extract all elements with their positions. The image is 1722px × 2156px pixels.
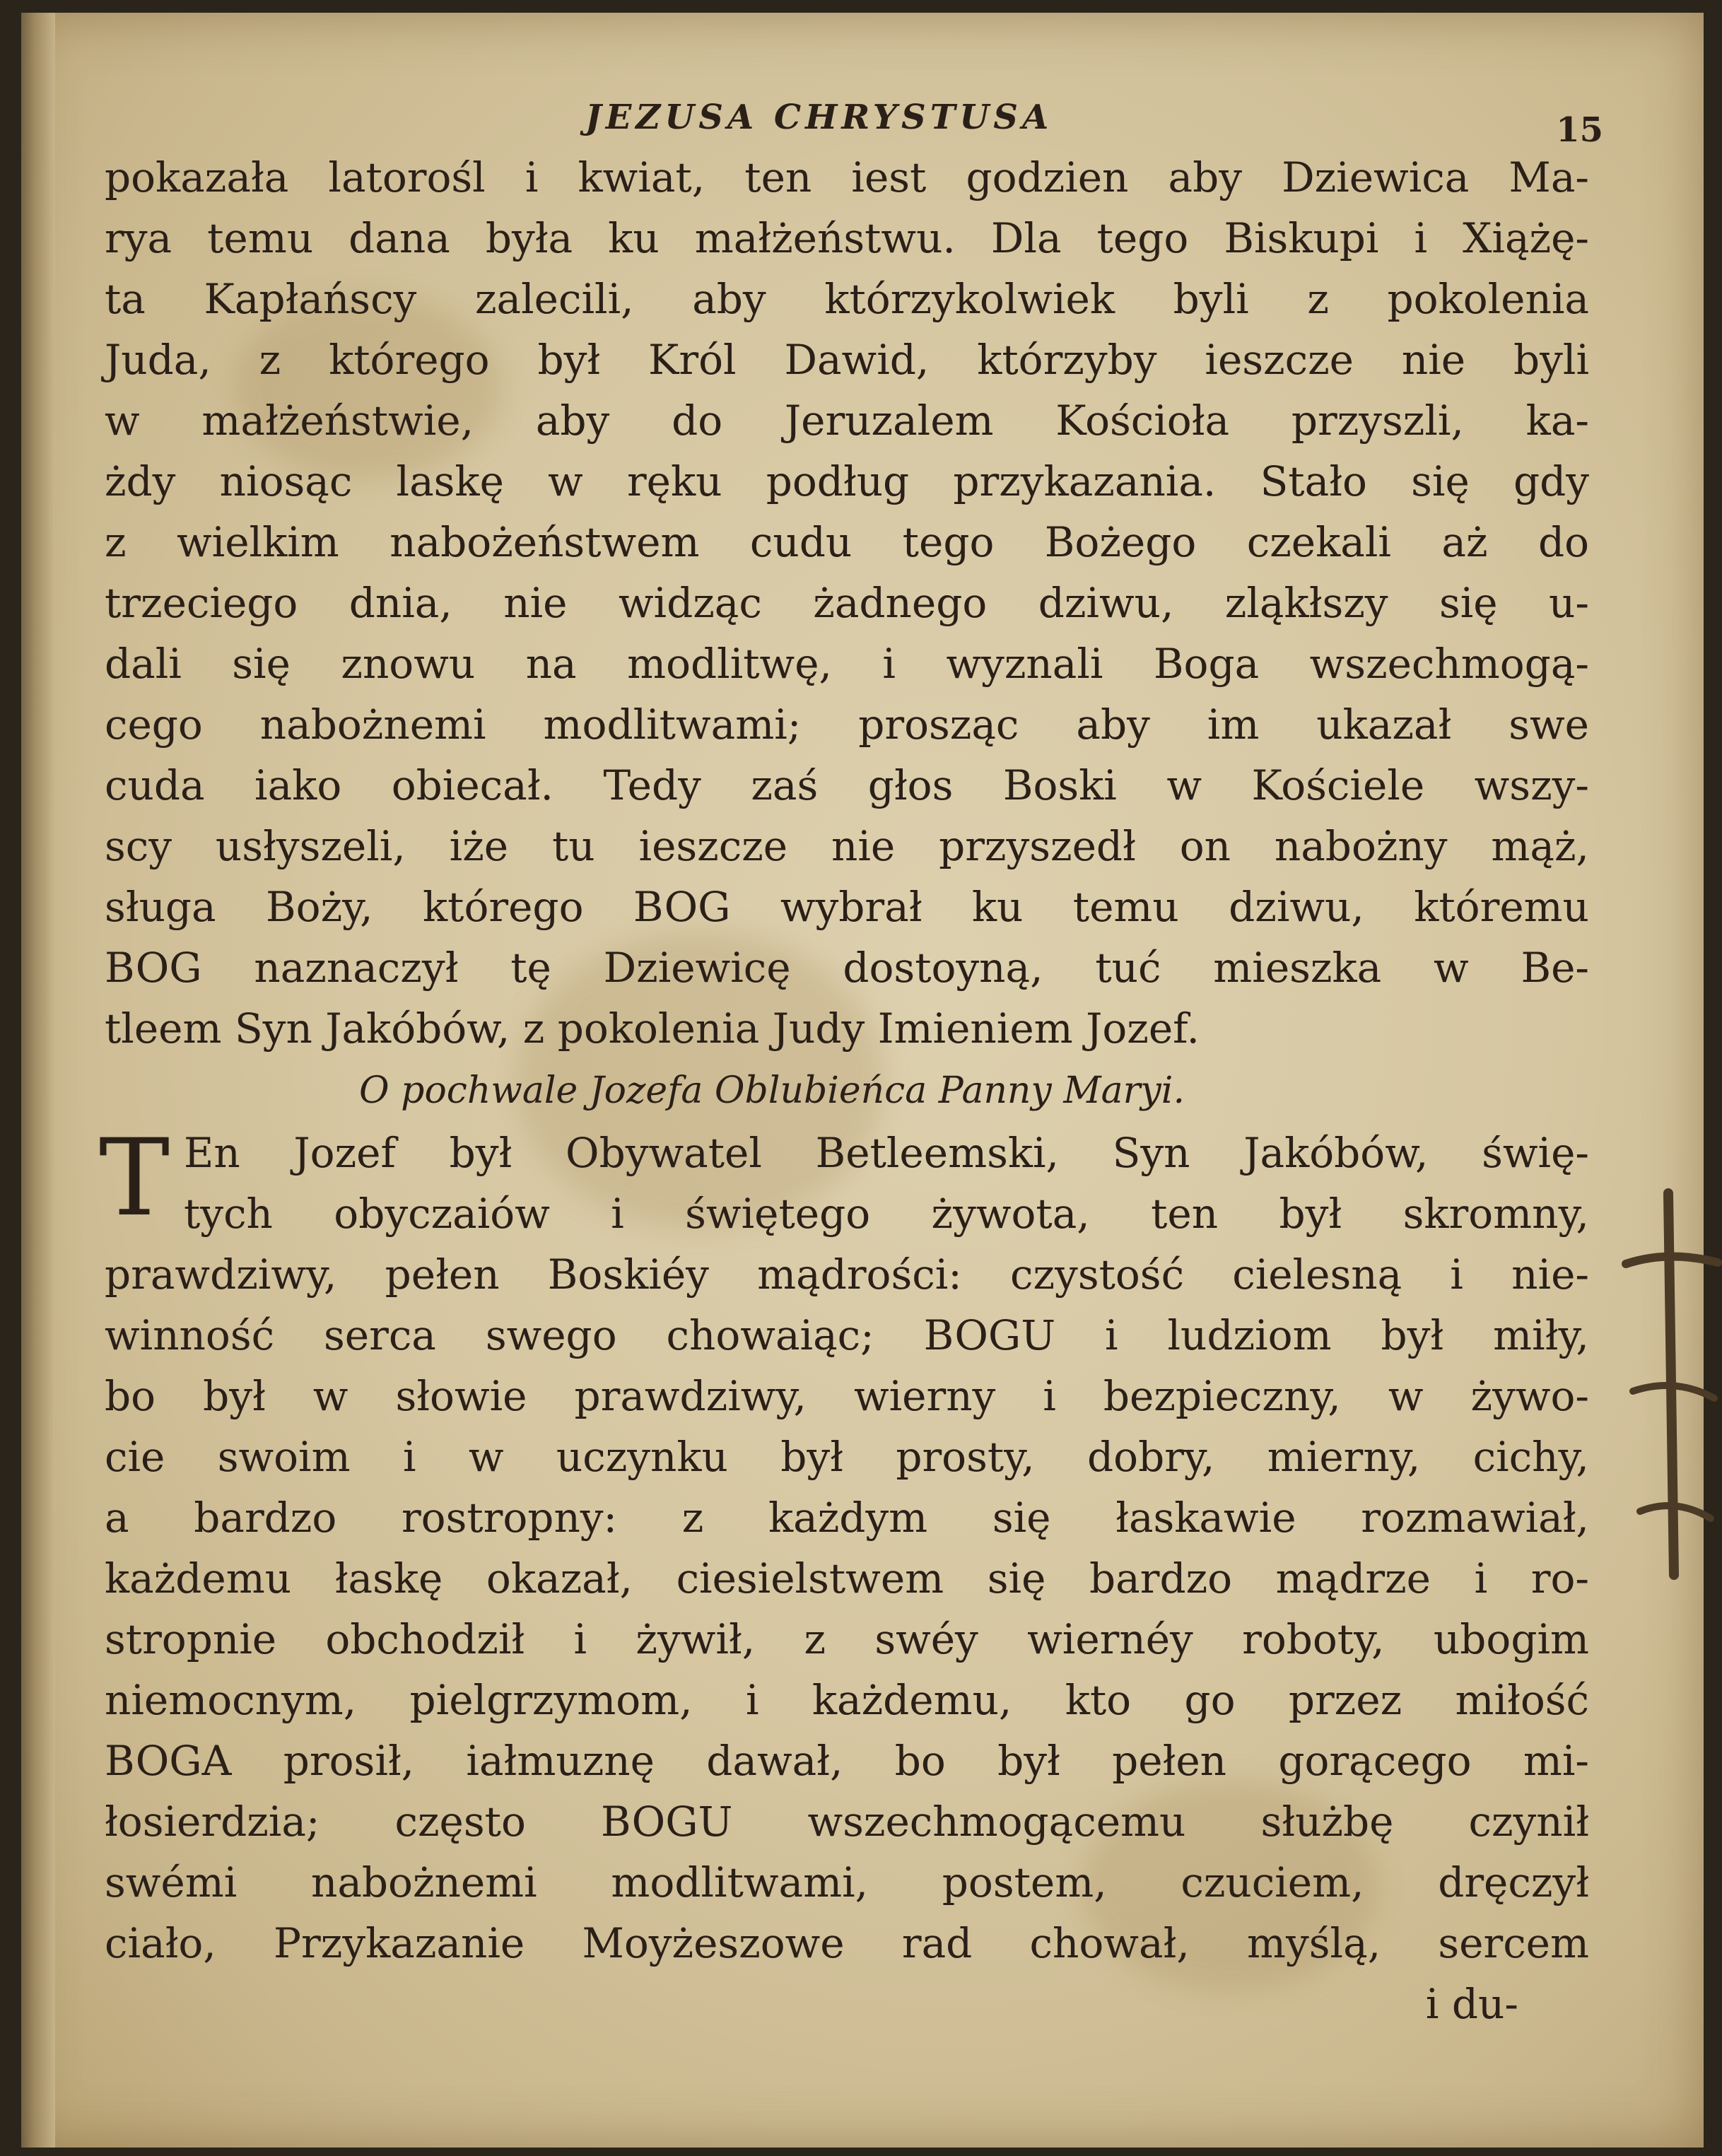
text-line: każdemu łaskę okazał, ciesielstwem się bardzo mądrze i ro- [105, 1554, 1589, 1603]
text-line: bo był w słowie prawdziwy, wierny i bezpieczny, w żywo- [105, 1372, 1589, 1420]
drop-cap: T [99, 1117, 170, 1240]
page-number: 15 [1556, 110, 1603, 150]
text-line: tleem Syn Jakóbów, z pokolenia Judy Imieniem Jozef. [105, 1004, 1200, 1053]
paragraph-continuation [105, 147, 1589, 1059]
section-heading: O pochwale Jozefa Oblubieńca Panny Maryi. [359, 1070, 1185, 1112]
text-line: z wielkim nabożeństwem cudu tego Bożego czekali aż do [105, 518, 1589, 566]
handwritten-cross-mark [1619, 1179, 1722, 1603]
text-line: trzeciego dnia, nie widząc żadnego dziwu, zląkłszy się u- [105, 579, 1589, 627]
text-line: tych obyczaiów i świętego żywota, ten był skromny, [184, 1190, 1589, 1238]
text-line: łosierdzia; często BOGU wszechmogącemu służbę czynił [105, 1798, 1589, 1846]
text-line: ciało, Przykazanie Moyżeszowe rad chował, myślą, sercem [105, 1919, 1589, 1967]
text-line: pokazała latorośl i kwiat, ten iest godzien aby Dziewica Ma- [105, 153, 1589, 201]
catchword: i du- [1425, 1980, 1518, 2028]
text-line: BOGA prosił, iałmuznę dawał, bo był pełen gorącego mi- [105, 1737, 1589, 1785]
text-line: dali się znowu na modlitwę, i wyznali Boga wszechmogą- [105, 640, 1589, 688]
text-line: a bardzo rostropny: z każdym się łaskawie rozmawiał, [105, 1494, 1589, 1542]
paper-sheet [21, 13, 1704, 2148]
text-line: En Jozef był Obywatel Betleemski, Syn Jakóbów, świę- [184, 1129, 1589, 1177]
text-line: cie swoim i w uczynku był prosty, dobry, mierny, cichy, [105, 1433, 1589, 1481]
text-line: w małżeństwie, aby do Jeruzalem Kościoła przyszli, ka- [105, 397, 1589, 445]
text-line: swémi nabożnemi modlitwami, postem, czuciem, dręczył [105, 1858, 1589, 1906]
text-line: rya temu dana była ku małżeństwu. Dla tego Biskupi i Xiążę- [105, 214, 1589, 262]
paragraph [99, 1117, 1589, 1974]
text-line: niemocnym, pielgrzymom, i każdemu, kto go przez miłość [105, 1676, 1589, 1724]
text-line: sługa Boży, którego BOG wybrał ku temu dziwu, któremu [105, 883, 1589, 931]
text-line: winność serca swego chowaiąc; BOGU i ludziom był miły, [105, 1311, 1589, 1359]
text-line: BOG naznaczył tę Dziewicę dostoyną, tuć mieszka w Be- [105, 944, 1589, 992]
running-title: JEZUSA CHRYSTUSA [585, 98, 1053, 137]
text-line: cego nabożnemi modlitwami; prosząc aby im ukazał swe [105, 701, 1589, 749]
text-line: żdy niosąc laskę w ręku podług przykazania. Stało się gdy [105, 457, 1589, 505]
text-line: scy usłyszeli, iże tu ieszcze nie przyszedł on nabożny mąż, [105, 822, 1589, 870]
text-line: stropnie obchodził i żywił, z swéy wiernéy roboty, ubogim [105, 1615, 1589, 1663]
text-line: cuda iako obiecał. Tedy zaś głos Boski w Kościele wszy- [105, 761, 1589, 809]
binding-gutter [21, 13, 55, 2148]
text-line: Juda, z którego był Król Dawid, którzyby ieszcze nie byli [105, 336, 1589, 384]
page-text [99, 98, 1603, 2034]
text-line: ta Kapłańscy zalecili, aby którzykolwiek byli z pokolenia [105, 275, 1589, 323]
running-head [105, 98, 1603, 150]
text-line: prawdziwy, pełen Boskiéy mądrości: czystość cielesną i nie- [105, 1250, 1589, 1299]
